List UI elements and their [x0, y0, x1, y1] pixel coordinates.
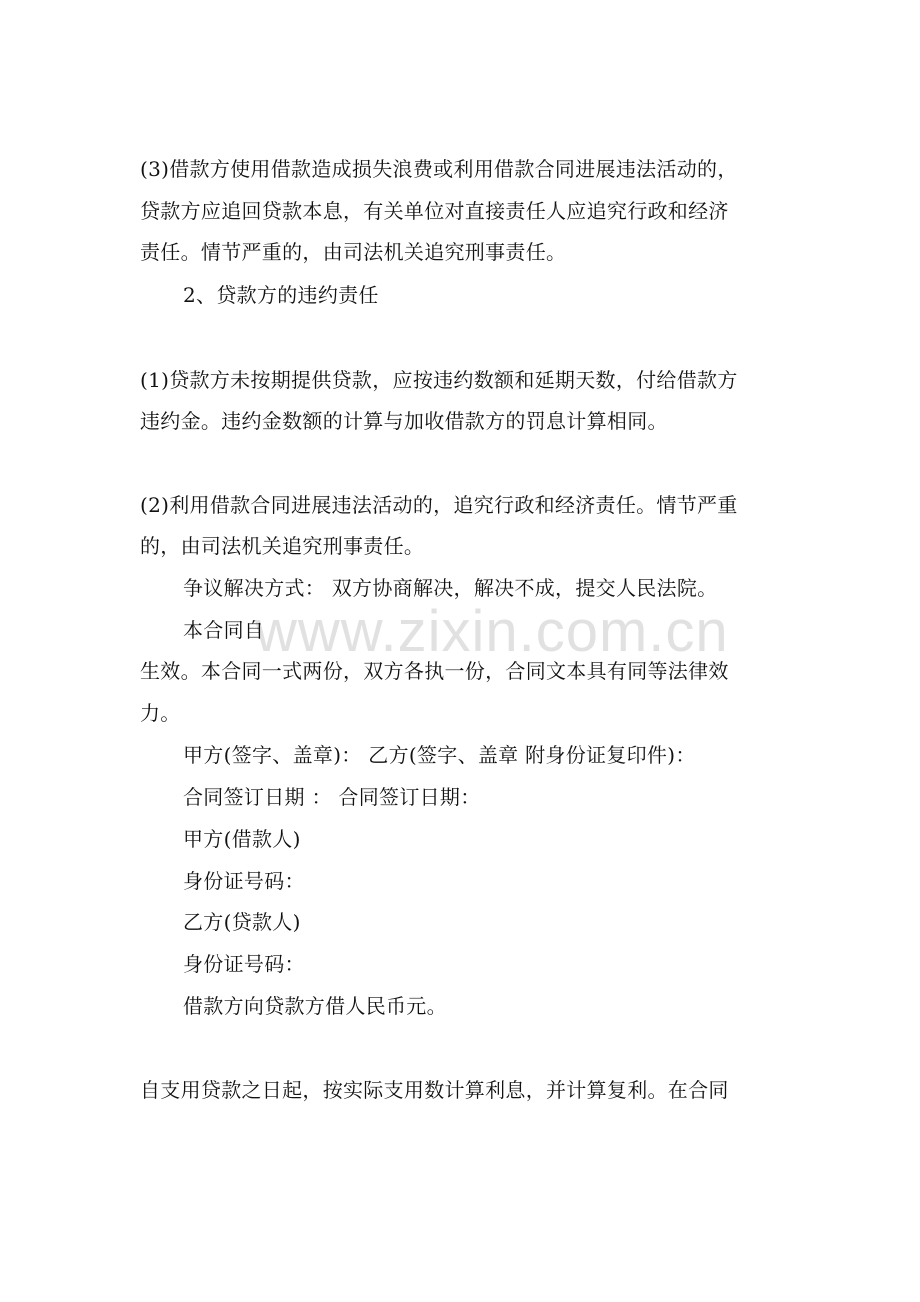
- paragraph-line: 的，由司法机关追究刑事责任。: [140, 534, 425, 558]
- paragraph-line: 违约金。违约金数额的计算与加收借款方的罚息计算相同。: [140, 409, 668, 433]
- paragraph-line: 本合同自: [183, 618, 265, 642]
- paragraph-line: 贷款方应追回贷款本息，有关单位对直接责任人应追究行政和经济: [140, 199, 729, 223]
- paragraph-line: 借款方向贷款方借人民币元。: [183, 994, 447, 1018]
- paragraph-line: (3)借款方使用借款造成损失浪费或利用借款合同进展违法活动的，: [140, 157, 738, 181]
- watermark: www.zixin.com.cn: [255, 599, 729, 664]
- paragraph-line: 自支用贷款之日起，按实际支用数计算利息，并计算复利。在合同: [140, 1078, 729, 1102]
- paragraph-line: 责任。情节严重的，由司法机关追究刑事责任。: [140, 240, 567, 264]
- paragraph-line: (2)利用借款合同进展违法活动的，追究行政和经济责任。情节严重: [140, 493, 738, 517]
- signature-line: 甲方(签字、盖章)： 乙方(签字、盖章 附身份证复印件)：: [183, 743, 696, 767]
- dispute-resolution-line: 争议解决方式： 双方协商解决，解决不成，提交人民法院。: [183, 576, 718, 600]
- party-b-label: 乙方(贷款人): [183, 910, 301, 934]
- paragraph-line: (1)贷款方未按期提供贷款，应按违约数额和延期天数，付给借款方: [140, 368, 738, 392]
- sign-date-line: 合同签订日期 ： 合同签订日期：: [183, 785, 481, 809]
- section-heading: 2、贷款方的违约责任: [183, 283, 379, 307]
- id-number-label: 身份证号码：: [183, 952, 305, 976]
- paragraph-line: 生效。本合同一式两份，双方各执一份，合同文本具有同等法律效: [140, 659, 729, 683]
- id-number-label: 身份证号码：: [183, 869, 305, 893]
- paragraph-line: 力。: [140, 701, 181, 725]
- party-a-label: 甲方(借款人): [183, 827, 301, 851]
